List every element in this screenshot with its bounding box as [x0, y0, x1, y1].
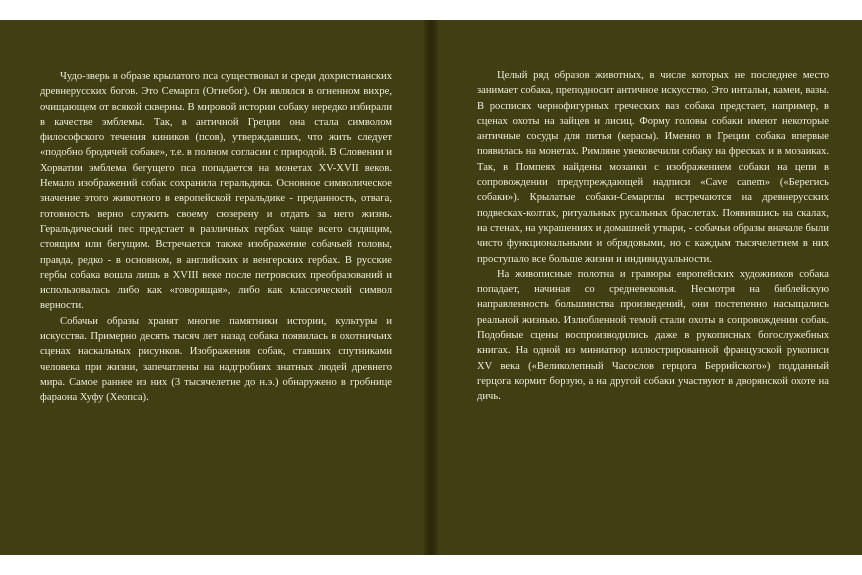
- book-gutter: [424, 20, 438, 555]
- left-paragraph-1: Чудо-зверь в образе крылатого пса существовал и среди дохристианских древнерусских богов. Это Семаргл (Огнебог). Он являлся в огненном вихре, очищающем от всякой скверны. В мировой истории собаку нередко избирали в качестве эмблемы. Так, в античной Греции она стала символом философского течения киников (псов), утверждавших, что жить следует «подобно бродячей собаке», т.е. в полном согласии с природой. В Словении и Хорватии эмблема бегущего пса попадается на монетах XV-XVII веков. Немало изображений собак сохранила геральдика. Основное символическое значение этого животного в европейской геральдике - преданность, отвага, готовность верно служить своему сюзерену и отдать за него жизнь. Геральдический пес предстает в различных гербах чаще всего сидящим, стоящим или бегущим. Встречается также изображение собачьей головы, правда, редко - в основном, в английских и венгерских гербах. В русские гербы собака вошла лишь в XVIII веке после петровских преобразований и использовалась либо как «говорящая», либо как классический символ верности.: [40, 71, 392, 312]
- left-paragraph-2: Собачьи образы хранят многие памятники истории, культуры и искусства. Примерно десять тысяч лет назад собака появилась в охотничьих сценах наскальных рисунков. Изображения собак, ставших спутниками человека при жизни, запечатлены на надгробиях знатных людей древнего мира. Самое раннее из них (3 тысячелетие до н.э.) обнаружено в гробнице фараона Хуфу (Хеопса).: [40, 315, 392, 404]
- left-page: [0, 20, 429, 555]
- right-page-text: [477, 68, 829, 543]
- right-page: [431, 20, 862, 555]
- book-spread: [0, 20, 862, 555]
- left-page-text: [40, 69, 392, 544]
- right-paragraph-1: Целый ряд образов животных, в числе которых не последнее место занимает собака, преподносит античное искусство. Это интальи, камеи, вазы. В росписях чернофигурных греческих ваз собака предстает, например, в сценах охоты на зайцев и лисиц. Форму головы собаки имеют некоторые античные сосуды для питья (керасы). Именно в Греции собака впервые появилась на монетах. Римляне увековечили собаку на фресках и в мозаиках. Так, в Помпеях найдены мозаики с изображением собаки на цепи в сопровождении предупреждающей надписи «Cave canem» («Берегись собаки»). Крылатые собаки-Семарглы встречаются на древнерусских подвесках-колтах, ритуальных русальных браслетах. Появившись на скалах, на стенах, на украшениях и домашней утвари, - собачьи образы вначале были чисто функциональными и обрядовыми, но с каждым тысячелетием в них проступало все больше жизни и индивидуальности.: [477, 70, 829, 265]
- right-paragraph-2: На живописные полотна и гравюры европейских художников собака попадает, начиная со средневековья. Несмотря на библейскую направленность большинства произведений, они постепенно насыщались реальной жизнью. Излюбленной темой стали охоты в сопровождении собак. Подобные сцены воспроизводились даже в рукописных богослужебных книгах. На одной из миниатюр иллюстрированной французской рукописи XV века («Великолепный Часослов герцога Беррийского») подданный герцога кормит борзую, а на другой собаки участвуют в дворянской охоте на дичь.: [477, 268, 829, 403]
